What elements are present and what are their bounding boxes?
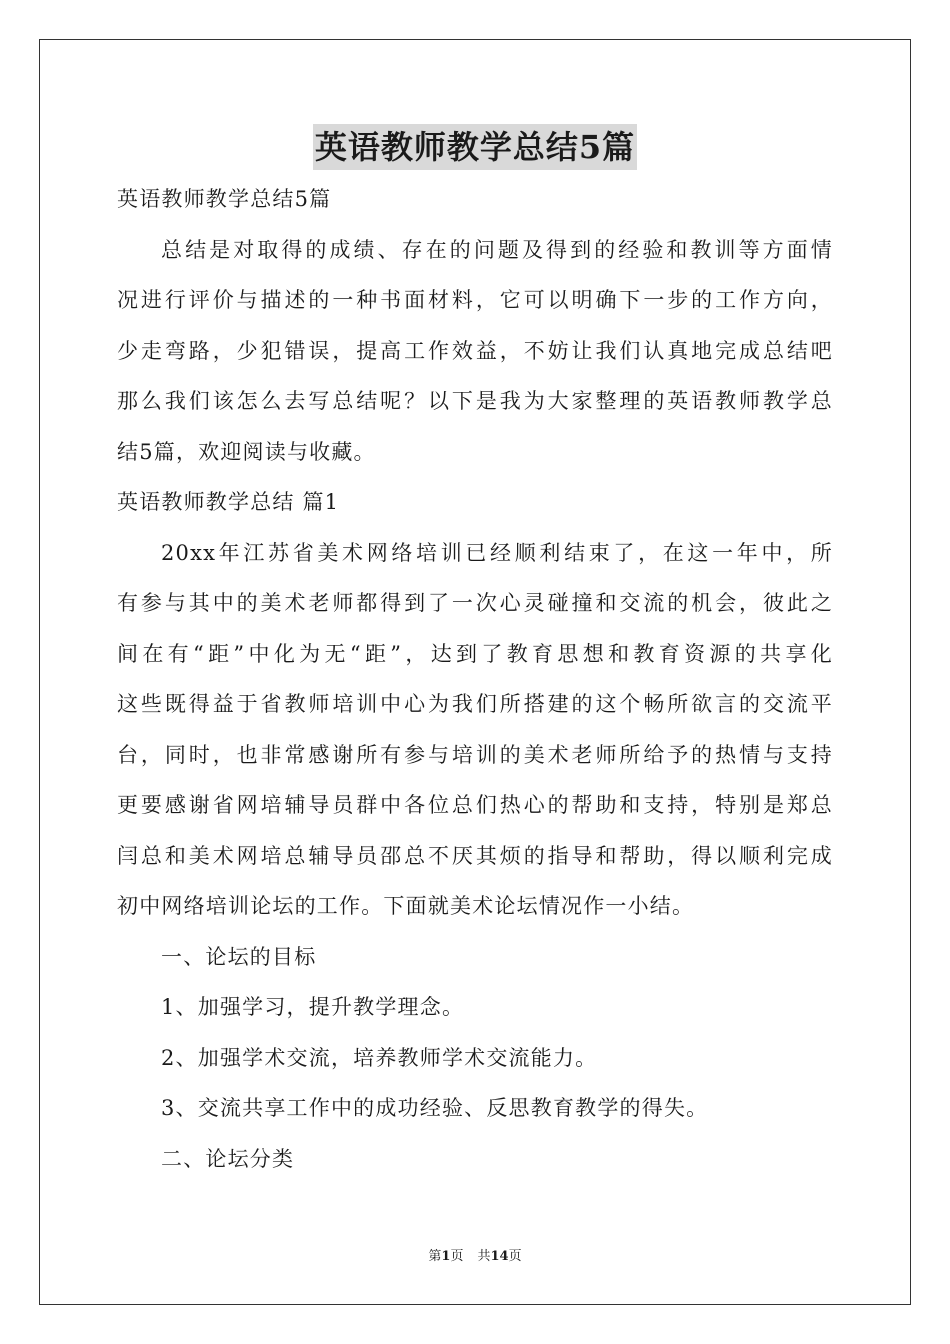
paragraph-line: 有参与其中的美术老师都得到了一次心灵碰撞和交流的机会，彼此之 bbox=[117, 591, 833, 615]
page-total: 14 bbox=[490, 1249, 509, 1264]
page-unit: 页 bbox=[450, 1249, 464, 1264]
list-item: 1、加强学习，提升教学理念。 bbox=[161, 995, 465, 1019]
paragraph-line: 20xx年江苏省美术网络培训已经顺利结束了，在这一年中，所 bbox=[161, 540, 833, 565]
list-heading: 一、论坛的目标 bbox=[161, 944, 317, 969]
paragraph-line: 这些既得益于省教师培训中心为我们所搭建的这个畅所欲言的交流平 bbox=[117, 692, 833, 716]
list-item: 3、交流共享工作中的成功经验、反思教育教学的得失。 bbox=[161, 1096, 709, 1120]
paragraph-line: 闫总和美术网培总辅导员邵总不厌其烦的指导和帮助，得以顺利完成 bbox=[117, 843, 833, 868]
paragraph-line: 更要感谢省网培辅导员群中各位总们热心的帮助和支持，特别是郑总 bbox=[117, 793, 833, 817]
total-prefix: 共 bbox=[477, 1249, 491, 1264]
list-heading: 二、论坛分类 bbox=[161, 1146, 295, 1171]
document-body bbox=[117, 174, 833, 1184]
paragraph-line: 结5篇，欢迎阅读与收藏。 bbox=[117, 439, 376, 464]
paragraph-line: 那么我们该怎么去写总结呢？以下是我为大家整理的英语教师教学总 bbox=[117, 389, 833, 413]
paragraph-line: 间在有“距”中化为无“距”，达到了教育思想和教育资源的共享化 bbox=[117, 641, 833, 666]
paragraph-line: 台，同时，也非常感谢所有参与培训的美术老师所给予的热情与支持 bbox=[117, 742, 833, 767]
title-wrap bbox=[0, 124, 950, 170]
list-item: 2、加强学术交流，培养教师学术交流能力。 bbox=[161, 1045, 598, 1070]
paragraph-line: 总结是对取得的成绩、存在的问题及得到的经验和教训等方面情 bbox=[161, 237, 833, 262]
page-footer bbox=[0, 1248, 950, 1266]
document-title: 英语教师教学总结5篇 bbox=[313, 124, 637, 170]
total-unit: 页 bbox=[508, 1249, 522, 1264]
paragraph-line: 况进行评价与描述的一种书面材料，它可以明确下一步的工作方向， bbox=[117, 288, 833, 312]
page-current: 1 bbox=[441, 1249, 451, 1264]
paragraph-line: 初中网络培训论坛的工作。下面就美术论坛情况作一小结。 bbox=[117, 894, 695, 918]
page-prefix: 第 bbox=[428, 1249, 442, 1264]
section-heading: 英语教师教学总结 篇1 bbox=[117, 490, 340, 514]
paragraph-line: 少走弯路，少犯错误，提高工作效益，不妨让我们认真地完成总结吧 bbox=[117, 338, 833, 363]
subtitle-line: 英语教师教学总结5篇 bbox=[117, 187, 332, 211]
